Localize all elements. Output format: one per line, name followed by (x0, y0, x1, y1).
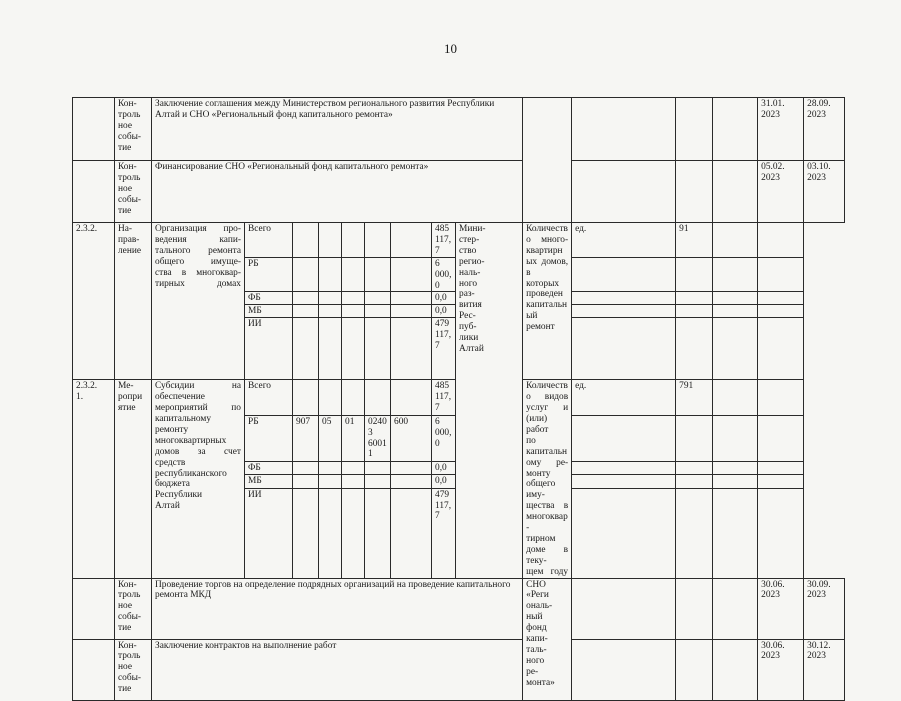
end-date-cell (758, 318, 804, 380)
start-date-cell (713, 415, 758, 462)
pr-cell: 01 (342, 415, 365, 462)
csr-cell (365, 475, 391, 488)
end-date-cell (758, 305, 804, 318)
value-cell: 91 (676, 223, 713, 258)
vr-cell (391, 462, 432, 475)
end-date-cell: 30.12. 2023 (804, 639, 845, 700)
fin-source-cell: Всего (245, 223, 293, 258)
event-type-cell: Кон- троль ное собы- тие (115, 161, 152, 223)
grbs-cell (293, 318, 319, 380)
responsible-cell (523, 98, 572, 223)
csr-cell (365, 318, 391, 380)
rz-cell (319, 257, 342, 292)
end-date-cell (758, 223, 804, 258)
fin-source-cell: РБ (245, 257, 293, 292)
vr-cell (391, 475, 432, 488)
row-number-cell (73, 161, 115, 223)
amount-cell: 485 117,7 (432, 380, 456, 415)
table-row (73, 161, 845, 223)
value-cell (713, 98, 758, 161)
value-cell (713, 639, 758, 700)
grbs-cell (293, 380, 319, 415)
unit-cell (572, 415, 676, 462)
amount-cell: 6 000,0 (432, 415, 456, 462)
value-cell (676, 305, 713, 318)
start-date-cell (713, 488, 758, 578)
start-date-cell: 31.01. 2023 (758, 98, 804, 161)
item-type-cell: Ме- ропри ятие (115, 380, 152, 578)
pr-cell (342, 475, 365, 488)
event-name-cell: Заключение контрактов на выполнение работ (152, 639, 523, 700)
csr-cell (365, 257, 391, 292)
unit-cell (676, 98, 713, 161)
pr-cell (342, 488, 365, 578)
indicator-cell (572, 639, 676, 700)
start-date-cell (713, 475, 758, 488)
start-date-cell (713, 223, 758, 258)
fin-source-cell: МБ (245, 305, 293, 318)
program-table (72, 97, 845, 701)
csr-cell: 02403 60011 (365, 415, 391, 462)
unit-cell (676, 161, 713, 223)
vr-cell (391, 305, 432, 318)
pr-cell (342, 257, 365, 292)
fin-source-cell: ИИ (245, 318, 293, 380)
end-date-cell (758, 257, 804, 292)
pr-cell (342, 305, 365, 318)
start-date-cell (713, 462, 758, 475)
start-date-cell (713, 305, 758, 318)
pr-cell (342, 223, 365, 258)
row-number-cell: 2.3.2. 1. (73, 380, 115, 578)
pr-cell (342, 380, 365, 415)
unit-cell (572, 318, 676, 380)
rz-cell (319, 305, 342, 318)
unit-cell (572, 488, 676, 578)
rz-cell (319, 488, 342, 578)
value-cell (676, 257, 713, 292)
fin-source-cell: РБ (245, 415, 293, 462)
unit-cell (572, 305, 676, 318)
event-name-cell: Заключение соглашения между Министерством регионального развития Республики Алтай и СНО «Региональный фонд капитального ремонта» (152, 98, 523, 161)
csr-cell (365, 305, 391, 318)
end-date-cell: 28.09. 2023 (804, 98, 845, 161)
unit-cell (572, 257, 676, 292)
rz-cell (319, 380, 342, 415)
end-date-cell (758, 380, 804, 415)
grbs-cell (293, 462, 319, 475)
unit-cell (676, 639, 713, 700)
value-cell (676, 488, 713, 578)
unit-cell (572, 475, 676, 488)
responsible-cell: Мини- стер- ство регио- наль- ного раз- вития Рес- пуб- лики Алтай (456, 223, 523, 579)
amount-cell: 0,0 (432, 475, 456, 488)
indicator-cell: Количество видов услуг и (или) работ по капитальному ре- монту общего иму- щества в многоквар- тирном доме в теку- щем году (523, 380, 572, 578)
indicator-cell (572, 161, 676, 223)
end-date-cell (758, 475, 804, 488)
event-type-cell: Кон- троль ное собы- тие (115, 639, 152, 700)
item-type-cell: На- прав- ление (115, 223, 152, 380)
end-date-cell: 03.10. 2023 (804, 161, 845, 223)
vr-cell (391, 223, 432, 258)
fin-source-cell: МБ (245, 475, 293, 488)
value-cell (713, 161, 758, 223)
grbs-cell (293, 292, 319, 305)
vr-cell (391, 488, 432, 578)
row-number-cell (73, 639, 115, 700)
end-date-cell (758, 488, 804, 578)
event-type-cell: Кон- троль ное собы- тие (115, 98, 152, 161)
table-row (73, 639, 845, 700)
end-date-cell (758, 462, 804, 475)
csr-cell (365, 292, 391, 305)
pr-cell (342, 318, 365, 380)
end-date-cell: 30.09. 2023 (804, 578, 845, 639)
unit-cell (572, 462, 676, 475)
start-date-cell (713, 318, 758, 380)
value-cell (713, 578, 758, 639)
vr-cell (391, 318, 432, 380)
end-date-cell (758, 415, 804, 462)
vr-cell: 600 (391, 415, 432, 462)
event-name-cell: Финансирование СНО «Региональный фонд капитального ремонта» (152, 161, 523, 223)
row-number-cell: 2.3.2. (73, 223, 115, 380)
table-row (73, 578, 845, 639)
amount-cell: 479 117,7 (432, 488, 456, 578)
fin-source-cell: ИИ (245, 488, 293, 578)
unit-cell: ед. (572, 380, 676, 415)
rz-cell (319, 292, 342, 305)
event-type-cell: Кон- троль ное собы- тие (115, 578, 152, 639)
value-cell (676, 462, 713, 475)
grbs-cell (293, 305, 319, 318)
table-row (73, 98, 845, 161)
amount-cell: 0,0 (432, 462, 456, 475)
grbs-cell (293, 488, 319, 578)
table-row (73, 223, 845, 258)
grbs-cell (293, 223, 319, 258)
pr-cell (342, 462, 365, 475)
start-date-cell (713, 292, 758, 305)
unit-cell: ед. (572, 223, 676, 258)
indicator-cell: Количество много- квартирных домов, в которых проведен капитальный ремонт (523, 223, 572, 380)
grbs-cell: 907 (293, 415, 319, 462)
pr-cell (342, 292, 365, 305)
csr-cell (365, 380, 391, 415)
fin-source-cell: ФБ (245, 292, 293, 305)
fin-source-cell: ФБ (245, 462, 293, 475)
indicator-cell (572, 98, 676, 161)
rz-cell: 05 (319, 415, 342, 462)
value-cell (676, 475, 713, 488)
vr-cell (391, 257, 432, 292)
csr-cell (365, 488, 391, 578)
value-cell: 791 (676, 380, 713, 415)
responsible-cell: СНО «Реги ональ- ный фонд капи- таль- ного ре- монта» (523, 578, 572, 700)
rz-cell (319, 462, 342, 475)
row-number-cell (73, 98, 115, 161)
indicator-cell (572, 578, 676, 639)
vr-cell (391, 292, 432, 305)
row-number-cell (73, 578, 115, 639)
start-date-cell: 05.02. 2023 (758, 161, 804, 223)
amount-cell: 485 117,7 (432, 223, 456, 258)
grbs-cell (293, 475, 319, 488)
vr-cell (391, 380, 432, 415)
start-date-cell: 30.06. 2023 (758, 639, 804, 700)
amount-cell: 0,0 (432, 292, 456, 305)
item-name-cell: Организация про- ведения капи- тального ремонта общего имуще- ства в многоквар- тирных домах (152, 223, 245, 380)
fin-source-cell: Всего (245, 380, 293, 415)
unit-cell (676, 578, 713, 639)
page-number: 10 (444, 41, 457, 56)
rz-cell (319, 223, 342, 258)
rz-cell (319, 475, 342, 488)
end-date-cell (758, 292, 804, 305)
grbs-cell (293, 257, 319, 292)
csr-cell (365, 462, 391, 475)
amount-cell: 6 000,0 (432, 257, 456, 292)
amount-cell: 0,0 (432, 305, 456, 318)
csr-cell (365, 223, 391, 258)
start-date-cell (713, 257, 758, 292)
amount-cell: 479 117,7 (432, 318, 456, 380)
value-cell (676, 292, 713, 305)
rz-cell (319, 318, 342, 380)
start-date-cell (713, 380, 758, 415)
value-cell (676, 415, 713, 462)
start-date-cell: 30.06. 2023 (758, 578, 804, 639)
value-cell (676, 318, 713, 380)
unit-cell (572, 292, 676, 305)
event-name-cell: Проведение торгов на определение подрядных организаций на проведение капитального ремонта МКД (152, 578, 523, 639)
item-name-cell: Субсидии на обеспечение мероприятий по капитальному ремонту многоквартирных домов за счет средств республиканского бюджета Республики Алтай (152, 380, 245, 578)
